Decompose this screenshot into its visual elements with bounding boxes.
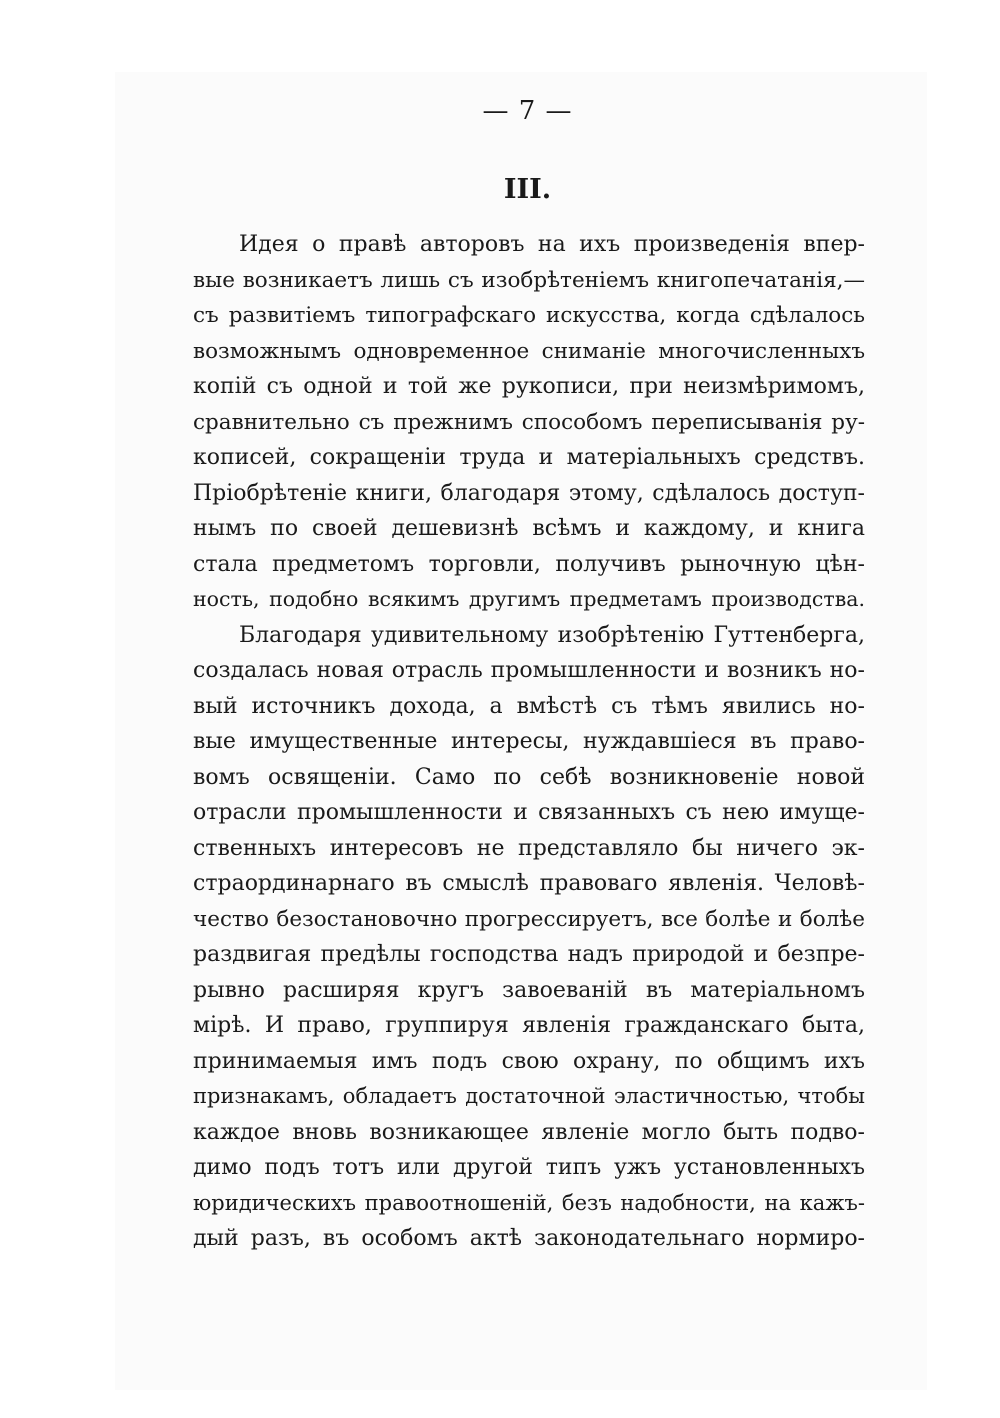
text-line: юридическихъ правоотношеній, безъ надобности, на кажъ-	[193, 1190, 865, 1215]
text-line: Идея о правѣ авторовъ на ихъ произведенія впер-	[239, 232, 865, 257]
text-line: Пріобрѣтеніе книги, благодаря этому, сдѣлалось доступ-	[193, 480, 865, 506]
body-text	[193, 227, 865, 1257]
text-line: димо подъ тотъ или другой типъ ужъ установленныхъ	[193, 1155, 865, 1180]
text-line: каждое вновь возникающее явленіе могло быть подво-	[193, 1119, 865, 1145]
text-line: мірѣ. И право, группируя явленія гражданскаго быта,	[193, 1013, 865, 1038]
text-line: вые возникаетъ лишь съ изобрѣтеніемъ книгопечатанія,—	[193, 267, 865, 293]
text-line: рывно расширяя кругъ завоеваній въ матеріальномъ	[193, 977, 865, 1003]
text-line: дый разъ, въ особомъ актѣ законодательнаго нормиро-	[193, 1226, 865, 1251]
text-line: страординарнаго въ смыслѣ правоваго явленія. Человѣ-	[193, 871, 865, 896]
chapter-heading: III.	[503, 174, 552, 205]
text-line: принимаемыя имъ подъ свою охрану, по общимъ ихъ	[193, 1048, 865, 1074]
text-line: раздвигая предѣлы господства надъ природой и безпре-	[193, 942, 865, 967]
text-line: стала предметомъ торговли, получивъ рыночную цѣн-	[193, 551, 865, 577]
text-line: съ развитіемъ типографскаго искусства, когда сдѣлалось	[193, 303, 865, 328]
page-number: — 7 —	[482, 96, 573, 126]
text-line: чество безостановочно прогрессируетъ, все болѣе и болѣе	[193, 906, 865, 932]
text-line: ственныхъ интересовъ не представляло бы ничего эк-	[193, 835, 865, 861]
text-line: вомъ освященіи. Само по себѣ возникновеніе новой	[193, 764, 865, 790]
text-line: копій съ одной и той же рукописи, при неизмѣримомъ,	[193, 374, 865, 399]
text-line: сравнительно съ прежнимъ способомъ переписыванія ру-	[193, 409, 865, 435]
text-line: возможнымъ одновременное сниманіе многочисленныхъ	[193, 338, 865, 364]
text-line: вые имущественные интересы, нуждавшіеся въ право-	[193, 729, 865, 754]
text-line: признакамъ, обладаетъ достаточной эластичностью, чтобы	[193, 1084, 865, 1108]
text-line: кописей, сокращеніи труда и матеріальныхъ средствъ.	[193, 445, 865, 470]
text-line: создалась новая отрасль промышленности и возникъ но-	[193, 658, 865, 683]
text-line: вый источникъ дохода, а вмѣстѣ съ тѣмъ явились но-	[193, 693, 865, 719]
text-line: Благодаря удивительному изобрѣтенію Гуттенберга,	[239, 622, 865, 648]
text-line: нымъ по своей дешевизнѣ всѣмъ и каждому, и книга	[193, 516, 865, 541]
text-line: отрасли промышленности и связанныхъ съ нею имуще-	[193, 800, 865, 825]
text-line: ность, подобно всякимъ другимъ предметамъ производства.	[193, 587, 865, 611]
